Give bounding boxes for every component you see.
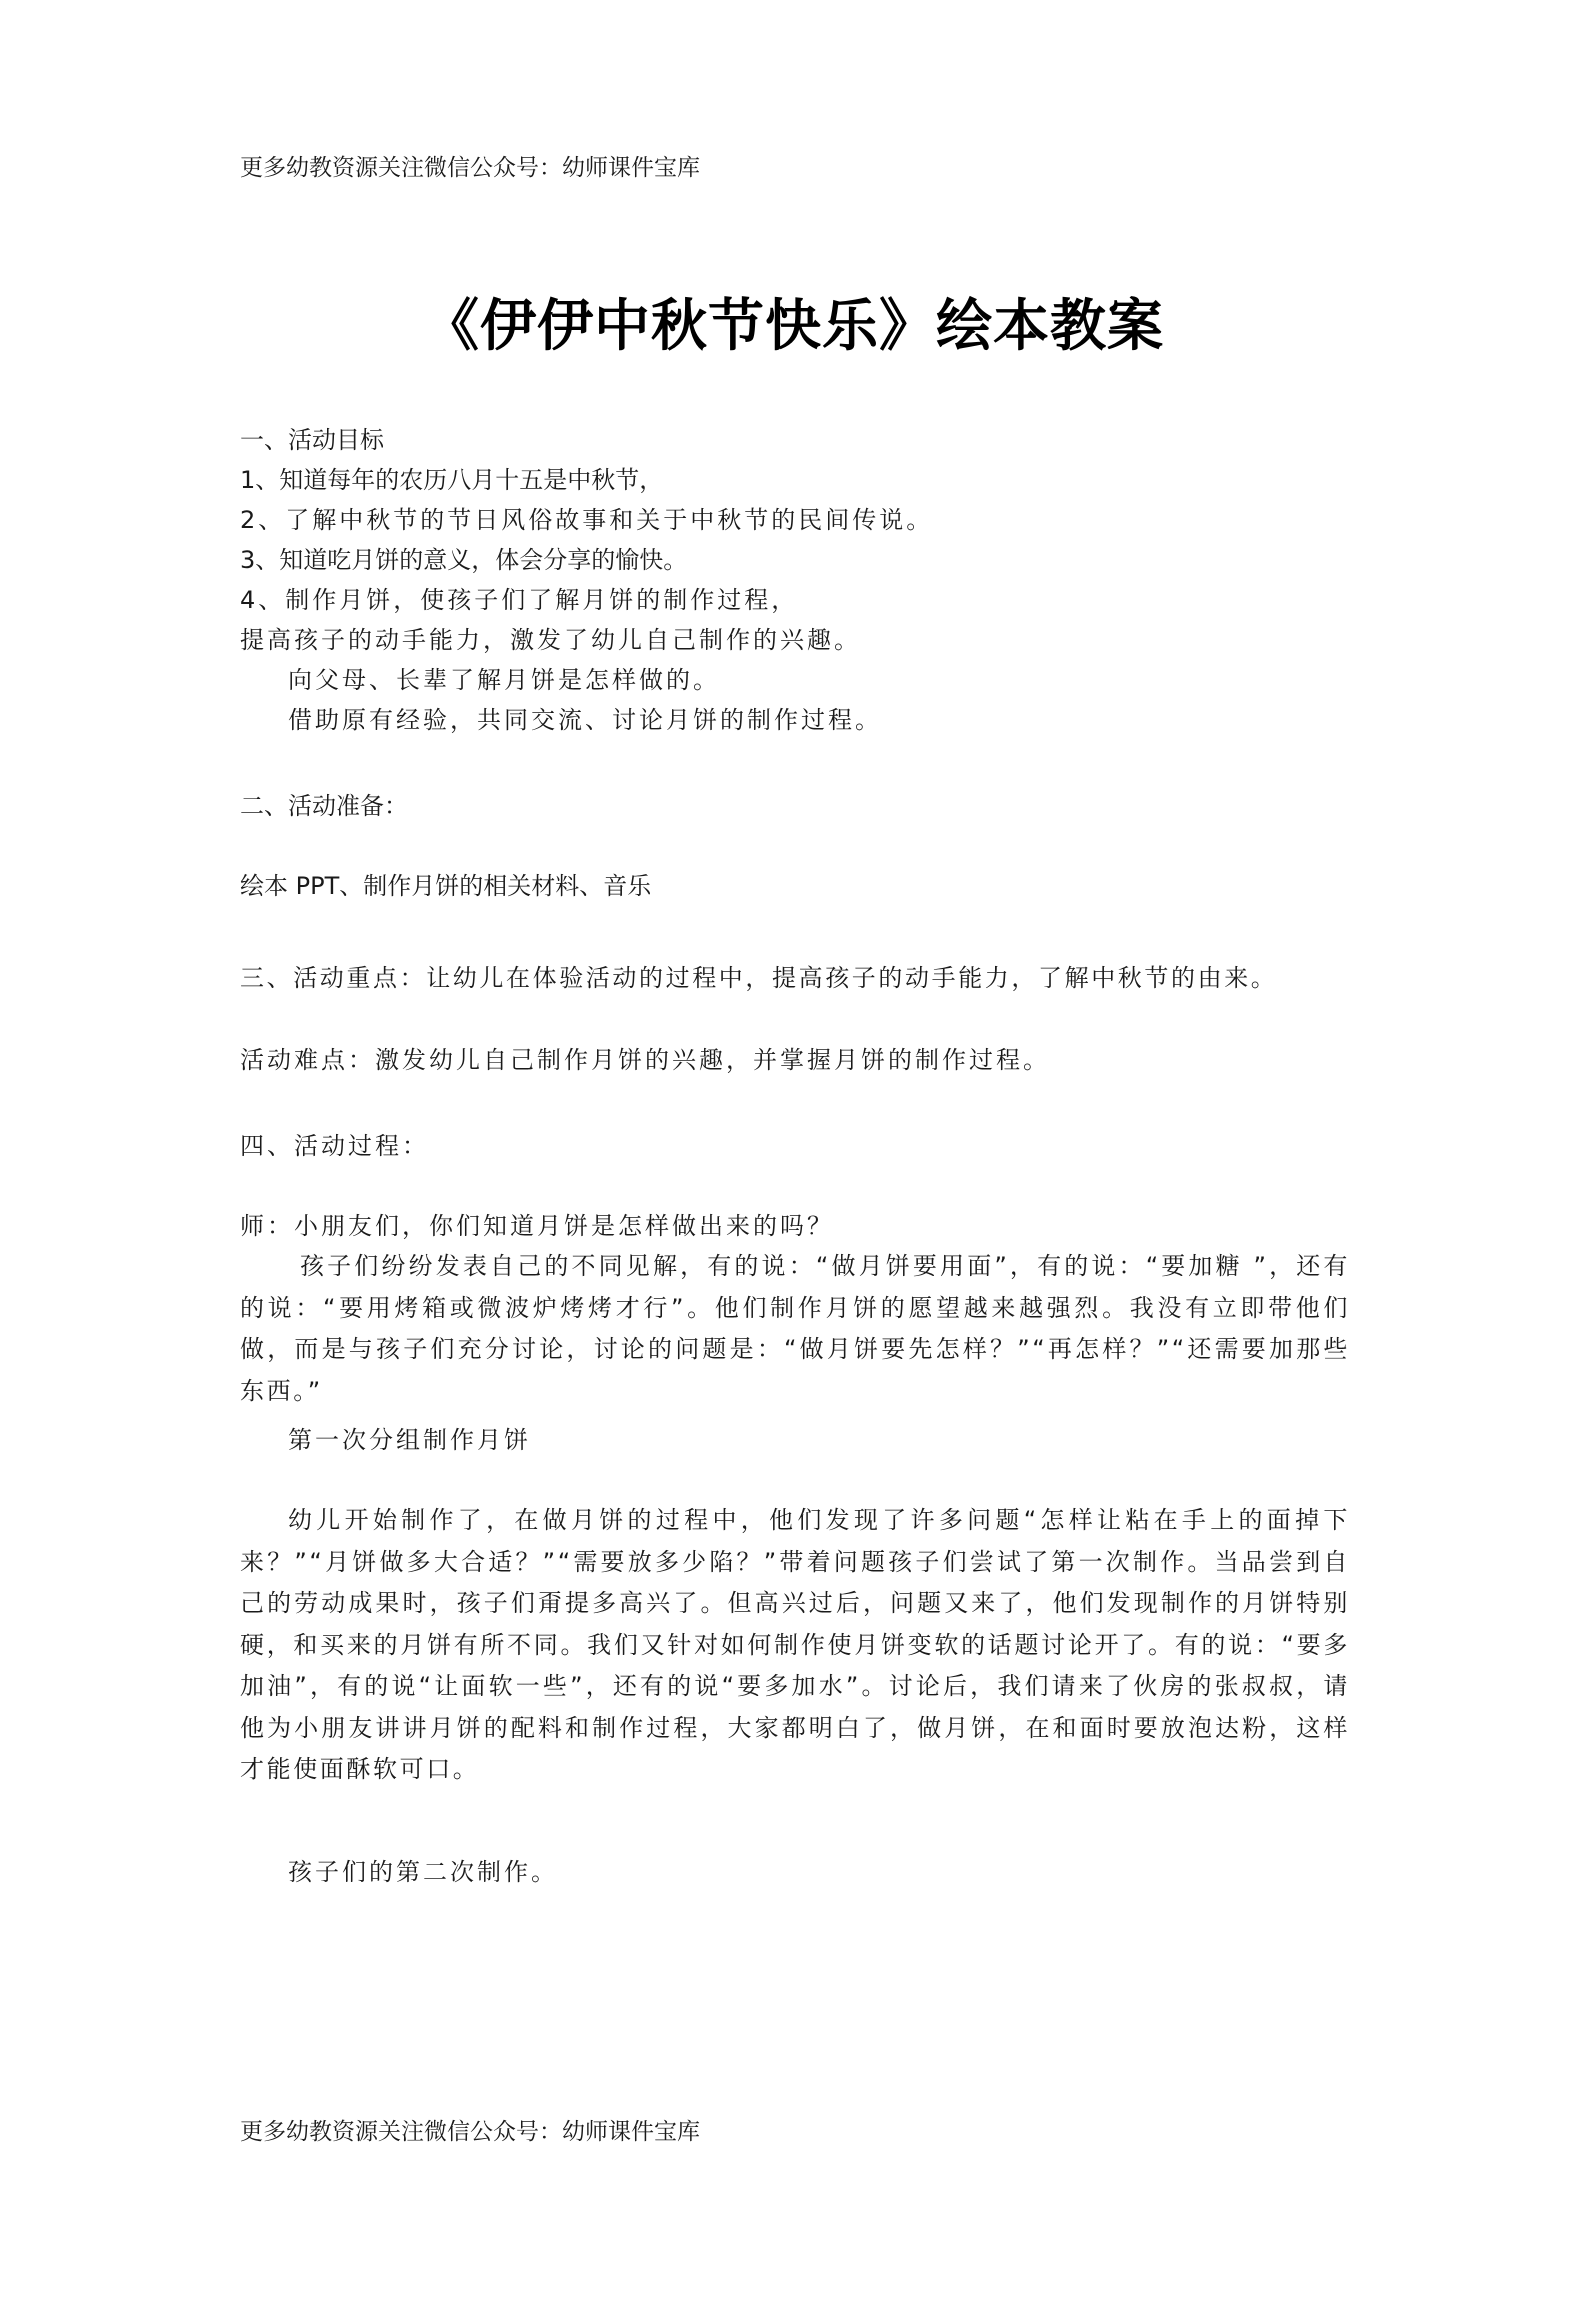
goal-item-1: 1、知道每年的农历八月十五是中秋节，: [240, 466, 664, 494]
goal-item-4-continued: 提高孩子的动手能力，激发了幼儿自己制作的兴趣。: [240, 626, 861, 654]
goal-item-5: 向父母、长辈了解月饼是怎样做的。: [288, 666, 720, 694]
section-key-point: 三、活动重点：让幼儿在体验活动的过程中，提高孩子的动手能力，了解中秋节的由来。: [240, 964, 1278, 992]
goal-item-6: 借助原有经验，共同交流、讨论月饼的制作过程。: [288, 706, 882, 734]
section-heading-process: 四、活动过程：: [240, 1132, 429, 1160]
preparation-materials: 绘本 PPT、制作月饼的相关材料、音乐: [240, 872, 652, 900]
goal-item-3: 3、知道吃月饼的意义，体会分享的愉快。: [240, 546, 688, 574]
page-title: 《伊伊中秋节快乐》绘本教案: [423, 293, 1164, 359]
first-attempt-heading: 第一次分组制作月饼: [288, 1426, 531, 1454]
section-heading-preparation: 二、活动准备：: [240, 792, 408, 820]
header-promo-note: 更多幼教资源关注微信公众号：幼师课件宝库: [240, 155, 700, 181]
goal-item-2: 2、了解中秋节的节日风俗故事和关于中秋节的民间传说。: [240, 506, 934, 534]
section-difficulty: 活动难点：激发幼儿自己制作月饼的兴趣，并掌握月饼的制作过程。: [240, 1046, 1050, 1074]
first-attempt-paragraph: 幼儿开始制作了，在做月饼的过程中，他们发现了许多问题“怎样让粘在手上的面掉下来？”“月饼做多大合适？”“需要放多少陷？”带着问题孩子们尝试了第一次制作。当品尝到自己的劳动成果时，孩子们甭提多高兴了。但高兴过后，问题又来了，他们发现制作的月饼特别硬，和买来的月饼有所不同。我们又针对如何制作使月饼变软的话题讨论开了。有的说：“要多加油”，有的说“让面软一些”，还有的说“要多加水”。讨论后，我们请来了伙房的张叔叔，请他为小朋友讲讲月饼的配料和制作过程，大家都明白了，做月饼，在和面时要放泡达粉，这样才能使面酥软可口。: [240, 1506, 1350, 1783]
section-heading-goals: 一、活动目标: [240, 426, 384, 454]
second-attempt: 孩子们的第二次制作。: [288, 1858, 558, 1886]
goal-item-4: 4、制作月饼，使孩子们了解月饼的制作过程，: [240, 586, 799, 614]
discussion-paragraph: 孩子们纷纷发表自己的不同见解，有的说：“做月饼要用面”，有的说：“要加糖 ”，还有的说：“要用烤箱或微波炉烤烤才行”。他们制作月饼的愿望越来越强烈。我没有立即带他们做，而是与孩子们充分讨论，讨论的问题是：“做月饼要先怎样？”“再怎样？”“还需要加那些东西。”: [240, 1252, 1350, 1405]
footer-promo-note: 更多幼教资源关注微信公众号：幼师课件宝库: [240, 2119, 700, 2145]
teacher-question: 师：小朋友们，你们知道月饼是怎样做出来的吗？: [240, 1212, 834, 1240]
